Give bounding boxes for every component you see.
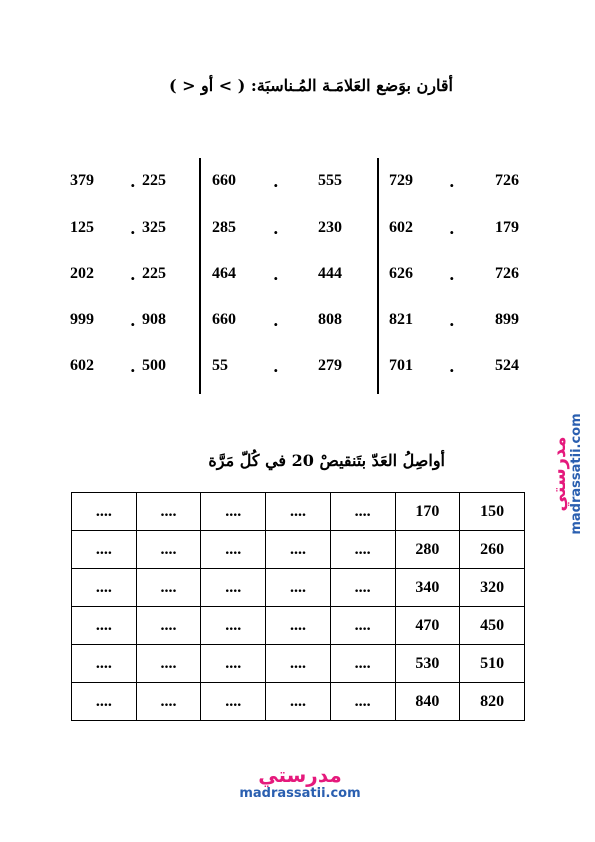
blank-cell[interactable]: .... — [72, 607, 137, 645]
blank-cell[interactable]: .... — [330, 493, 395, 531]
start-value-cell: 510 — [460, 645, 525, 683]
answer-dot[interactable]: . — [273, 357, 279, 376]
start-value-cell: 450 — [460, 607, 525, 645]
answer-dot[interactable]: . — [130, 265, 136, 284]
comparison-row — [0, 357, 595, 387]
answer-dot[interactable]: . — [449, 357, 455, 376]
answer-dot[interactable]: . — [273, 265, 279, 284]
answer-dot[interactable]: . — [130, 219, 136, 238]
comparison-number: 899 — [495, 311, 519, 328]
exercise2-title: أواصِلُ العَدّ بتَنقيصْ 20 في كُلّ مَرَّة — [208, 451, 445, 470]
start-value-cell: 150 — [460, 493, 525, 531]
comparison-number: 230 — [318, 219, 342, 236]
comparison-number: 660 — [212, 172, 236, 189]
table-row — [72, 493, 525, 531]
comparison-row — [0, 219, 595, 249]
start-value-cell: 260 — [460, 531, 525, 569]
blank-cell[interactable]: .... — [201, 493, 266, 531]
comparison-number: 602 — [70, 357, 94, 374]
comparison-number: 444 — [318, 265, 342, 282]
comparison-number: 500 — [142, 357, 166, 374]
comparison-row — [0, 311, 595, 341]
comparison-number: 908 — [142, 311, 166, 328]
comparison-number: 279 — [318, 357, 342, 374]
blank-cell[interactable]: .... — [136, 607, 201, 645]
second-value-cell: 340 — [395, 569, 460, 607]
answer-dot[interactable]: . — [449, 219, 455, 238]
comparison-number: 379 — [70, 172, 94, 189]
answer-dot[interactable]: . — [130, 357, 136, 376]
start-value-cell: 320 — [460, 569, 525, 607]
comparison-number: 660 — [212, 311, 236, 328]
watermark-latin: madrassatii.com — [569, 413, 584, 535]
comparison-number: 55 — [212, 357, 228, 374]
blank-cell[interactable]: .... — [136, 531, 201, 569]
blank-cell[interactable]: .... — [330, 531, 395, 569]
exercise1-title: أقارن بوَضع العَلامَـة المُـناسبَة: ( > أو < ) — [168, 76, 453, 95]
blank-cell[interactable]: .... — [266, 493, 331, 531]
blank-cell[interactable]: .... — [330, 569, 395, 607]
blank-cell[interactable]: .... — [72, 531, 137, 569]
second-value-cell: 530 — [395, 645, 460, 683]
answer-dot[interactable]: . — [273, 172, 279, 191]
answer-dot[interactable]: . — [130, 311, 136, 330]
blank-cell[interactable]: .... — [136, 645, 201, 683]
blank-cell[interactable]: .... — [136, 569, 201, 607]
comparison-number: 726 — [495, 265, 519, 282]
comparison-number: 285 — [212, 219, 236, 236]
comparison-number: 225 — [142, 265, 166, 282]
answer-dot[interactable]: . — [273, 311, 279, 330]
comparison-row — [0, 172, 595, 202]
answer-dot[interactable]: . — [449, 172, 455, 191]
blank-cell[interactable]: .... — [72, 569, 137, 607]
comparison-number: 602 — [389, 219, 413, 236]
comparison-number: 701 — [389, 357, 413, 374]
comparison-number: 179 — [495, 219, 519, 236]
footer-logo-arabic: مدرستي — [258, 763, 342, 787]
comparison-number: 325 — [142, 219, 166, 236]
comparison-number: 808 — [318, 311, 342, 328]
answer-dot[interactable]: . — [273, 219, 279, 238]
blank-cell[interactable]: .... — [201, 607, 266, 645]
table-row — [72, 531, 525, 569]
comparison-number: 999 — [70, 311, 94, 328]
comparison-number: 729 — [389, 172, 413, 189]
blank-cell[interactable]: .... — [72, 493, 137, 531]
comparison-row — [0, 265, 595, 295]
table-row — [72, 569, 525, 607]
blank-cell[interactable]: .... — [201, 645, 266, 683]
answer-dot[interactable]: . — [449, 265, 455, 284]
start-value-cell: 820 — [460, 683, 525, 721]
comparison-number: 726 — [495, 172, 519, 189]
footer-logo — [220, 764, 380, 802]
answer-dot[interactable]: . — [130, 172, 136, 191]
second-value-cell: 470 — [395, 607, 460, 645]
blank-cell[interactable]: .... — [266, 607, 331, 645]
blank-cell[interactable]: .... — [72, 645, 137, 683]
answer-dot[interactable]: . — [449, 311, 455, 330]
footer-logo-latin: madrassatii.com — [239, 786, 361, 801]
comparison-number: 524 — [495, 357, 519, 374]
blank-cell[interactable]: .... — [330, 645, 395, 683]
blank-cell[interactable]: .... — [136, 683, 201, 721]
blank-cell[interactable]: .... — [266, 683, 331, 721]
comparison-number: 225 — [142, 172, 166, 189]
table-row — [72, 645, 525, 683]
blank-cell[interactable]: .... — [136, 493, 201, 531]
table-row — [72, 683, 525, 721]
blank-cell[interactable]: .... — [201, 683, 266, 721]
comparison-number: 626 — [389, 265, 413, 282]
second-value-cell: 840 — [395, 683, 460, 721]
side-watermark — [549, 404, 587, 544]
blank-cell[interactable]: .... — [72, 683, 137, 721]
blank-cell[interactable]: .... — [266, 569, 331, 607]
blank-cell[interactable]: .... — [201, 531, 266, 569]
blank-cell[interactable]: .... — [330, 607, 395, 645]
comparison-number: 202 — [70, 265, 94, 282]
blank-cell[interactable]: .... — [266, 645, 331, 683]
counting-table — [71, 492, 525, 721]
blank-cell[interactable]: .... — [201, 569, 266, 607]
watermark-arabic: مدرستي — [549, 436, 570, 512]
blank-cell[interactable]: .... — [266, 531, 331, 569]
blank-cell[interactable]: .... — [330, 683, 395, 721]
second-value-cell: 280 — [395, 531, 460, 569]
comparison-number: 125 — [70, 219, 94, 236]
table-row — [72, 607, 525, 645]
comparison-number: 464 — [212, 265, 236, 282]
comparison-number: 555 — [318, 172, 342, 189]
comparison-number: 821 — [389, 311, 413, 328]
second-value-cell: 170 — [395, 493, 460, 531]
